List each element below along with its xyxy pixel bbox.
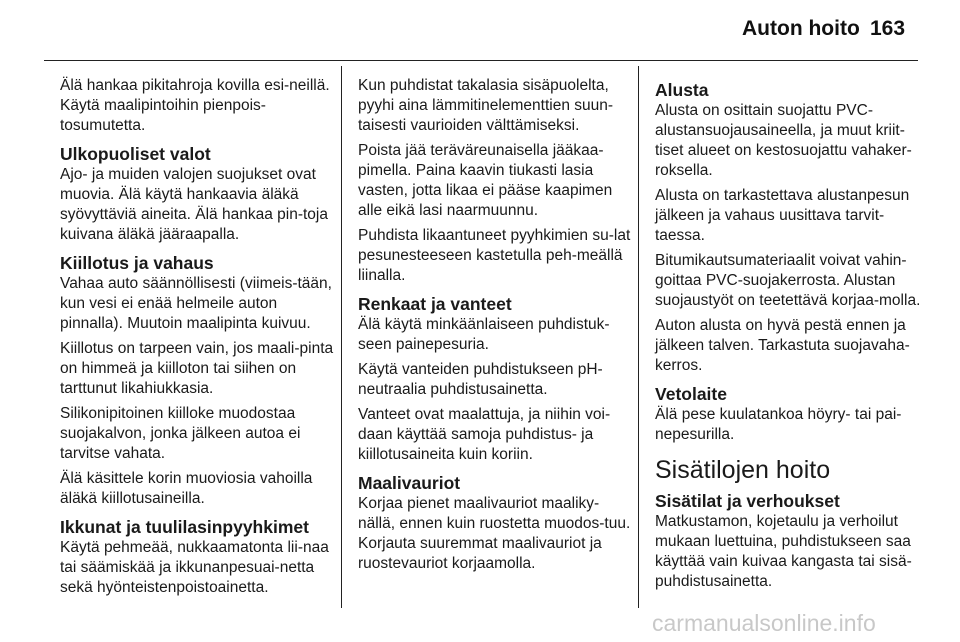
section-title-tow-bar: Vetolaite bbox=[655, 384, 727, 404]
page-number: 163 bbox=[870, 17, 906, 40]
paragraph: Puhdista likaantuneet pyyhkimien su-lat pesunesteeseen kastetulla peh-meällä liinalla. bbox=[358, 227, 631, 284]
column-3 bbox=[655, 76, 927, 597]
paragraph: Matkustamon, kojetaulu ja verhoilut mukaan luettuina, puhdistukseen saa käyttää vain kuivaa kangasta tai sisä-puhdistusainetta. bbox=[655, 513, 912, 590]
running-header-title: Auton hoito bbox=[742, 17, 860, 40]
section-title-tyres-rims: Renkaat ja vanteet bbox=[358, 294, 512, 314]
paragraph: Bitumikautsumateriaalit voivat vahin-goittaa PVC-suojakerrosta. Alustan suojaustyöt on teetettävä korjaa-molla. bbox=[655, 252, 921, 309]
paragraph: Älä käsittele korin muoviosia vahoilla äläkä kiillotusaineilla. bbox=[60, 470, 313, 507]
section-title-polishing: Kiillotus ja vahaus bbox=[60, 253, 214, 273]
paragraph: Alusta on tarkastettava alustanpesun jälkeen ja vahaus uusittava tarvit-taessa. bbox=[655, 187, 910, 244]
header-rule bbox=[44, 60, 918, 61]
paragraph: Silikonipitoinen kiilloke muodostaa suojakalvon, jonka jälkeen autoa ei tarvitse vahata. bbox=[60, 405, 301, 462]
intro-paragraph: Älä hankaa pikitahroja kovilla esi-neillä. Käytä maalipintoihin pienpois-tosumutetta. bbox=[60, 77, 330, 134]
chapter-title-interior-care: Sisätilojen hoito bbox=[655, 456, 831, 484]
column-2 bbox=[358, 76, 634, 579]
section-title-interior-trim: Sisätilat ja verhoukset bbox=[655, 491, 840, 511]
watermark: carmanualsonline.info bbox=[652, 610, 876, 636]
paragraph: Käytä pehmeää, nukkaamatonta lii-naa tai säämiskää ja ikkunanpesuai-netta sekä hyönteistenpoistoainetta. bbox=[60, 539, 329, 596]
paragraph: Ajo- ja muiden valojen suojukset ovat muovia. Älä käytä hankaavia äläkä syövyttäviä aineita. Älä hankaa pin-toja kuivana äläkä jääraapalla. bbox=[60, 166, 328, 243]
paragraph: Kiillotus on tarpeen vain, jos maali-pinta on himmeä ja kiilloton tai siihen on tarttunut likahiukkasia. bbox=[60, 340, 334, 397]
paragraph: Poista jää teräväreunaisella jääkaa-pimella. Paina kaavin tiukasti lasia vasten, jotta likaa ei pääse kaapimen alle eikä lasi naarmuunnu. bbox=[358, 142, 613, 219]
paragraph: Alusta on osittain suojattu PVC-alustansuojausaineella, ja muut kriit-tiset alueet on kestosuojattu vahaker-roksella. bbox=[655, 102, 912, 179]
section-title-underbody: Alusta bbox=[655, 80, 709, 100]
paragraph: Kun puhdistat takalasia sisäpuolelta, pyyhi aina lämmitinelementtien suun-taisesti vaurioiden välttämiseksi. bbox=[358, 77, 614, 134]
paragraph: Vanteet ovat maalattuja, ja niihin voi-daan käyttää samoja puhdistus- ja kiillotusaineita kuin koriin. bbox=[358, 406, 611, 463]
paragraph: Älä pese kuulatankoa höyry- tai pai-nepesurilla. bbox=[655, 406, 902, 443]
column-divider-1 bbox=[341, 66, 342, 608]
section-title-windows-wipers: Ikkunat ja tuulilasinpyyhkimet bbox=[60, 517, 309, 537]
section-title-exterior-lights: Ulkopuoliset valot bbox=[60, 144, 211, 164]
section-title-paint-damage: Maalivauriot bbox=[358, 473, 461, 493]
paragraph: Vahaa auto säännöllisesti (viimeis-tään, kun vesi ei enää helmeile auton pinnalla). Muutoin maalipinta kuivuu. bbox=[60, 275, 332, 332]
column-1 bbox=[60, 76, 336, 603]
paragraph: Auton alusta on hyvä pestä ennen ja jälkeen talven. Tarkastuta suojavaha-kerros. bbox=[655, 317, 910, 374]
paragraph: Käytä vanteiden puhdistukseen pH-neutraalia puhdistusainetta. bbox=[358, 361, 603, 398]
paragraph: Korjaa pienet maalivauriot maaliky-nällä, ennen kuin ruostetta muodos-tuu. Korjauta suuremmat maalivauriot ja ruostevauriot korjaamolla. bbox=[358, 495, 631, 572]
column-divider-2 bbox=[638, 66, 639, 608]
paragraph: Älä käytä minkäänlaiseen puhdistuk-seen painepesuria. bbox=[358, 316, 610, 353]
